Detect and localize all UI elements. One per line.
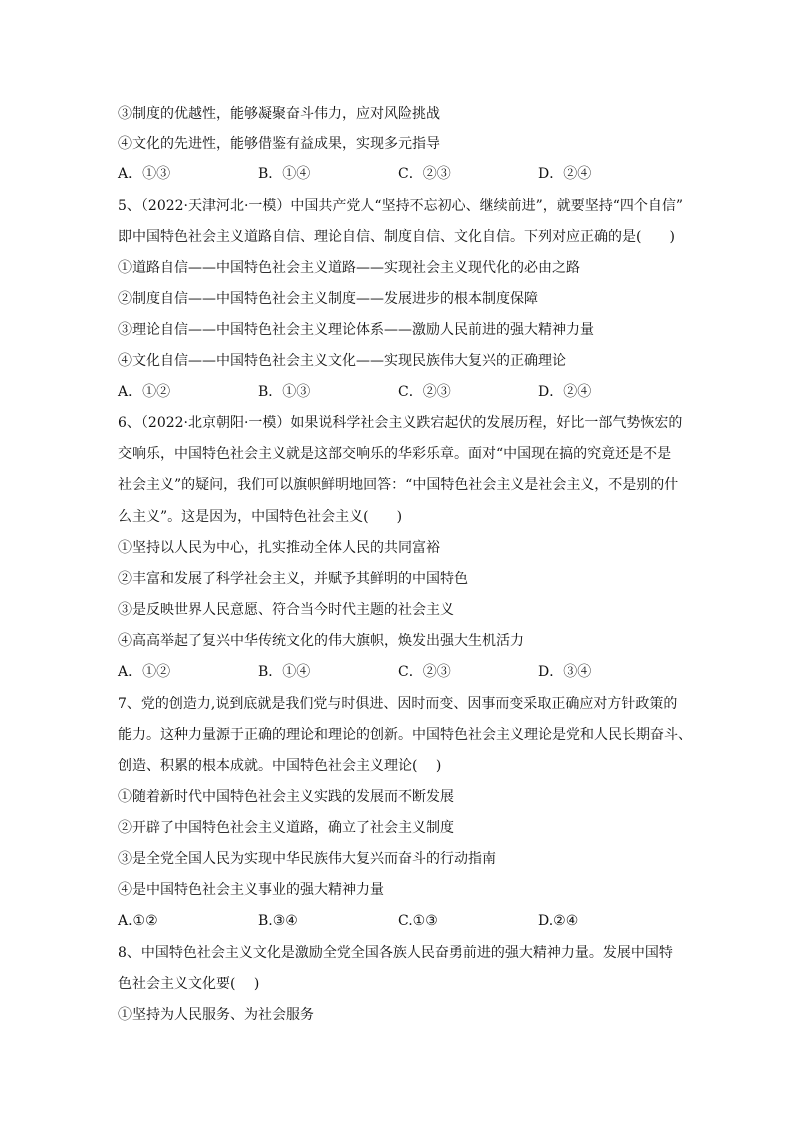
q6-option-d: D．③④ xyxy=(538,664,592,680)
q6-options xyxy=(118,662,678,682)
q8-stem-line-1: 8、中国特色社会主义文化是激励全党全国各族人民奋勇前进的强大精神力量。发展中国特 xyxy=(118,945,673,961)
q7-options xyxy=(118,911,678,931)
q6-stem-line-2: 交响乐，中国特色社会主义就是这部交响乐的华彩乐章。面对“中国现在搞的究竟还是不是 xyxy=(118,446,672,462)
q5-option-b: B．①③ xyxy=(258,384,311,400)
q4-statement-3: ③制度的优越性，能够凝聚奋斗伟力，应对风险挑战 xyxy=(118,106,440,122)
q5-statement-3: ③理论自信——中国特色社会主义理论体系——激励人民前进的强大精神力量 xyxy=(118,322,594,338)
q7-statement-4: ④是中国特色社会主义事业的强大精神力量 xyxy=(118,882,384,898)
q6-option-c: C．②③ xyxy=(398,664,451,680)
q6-statement-1: ①坚持以人民为中心，扎实推动全体人民的共同富裕 xyxy=(118,540,440,556)
q6-statement-4: ④高高举起了复兴中华传统文化的伟大旗帜，焕发出强大生机活力 xyxy=(118,633,524,649)
q8-statement-1: ①坚持为人民服务、为社会服务 xyxy=(118,1007,314,1023)
q6-stem-line-3: 社会主义”的疑问，我们可以旗帜鲜明地回答：“中国特色社会主义是社会主义，不是别的什 xyxy=(118,477,679,493)
q6-stem-line-1: 6、（2022·北京朝阳·一模）如果说科学社会主义跌宕起伏的发展历程，好比一部气势恢宏的 xyxy=(118,415,683,431)
q7-stem-line-3: 创造、积累的根本成就。中国特色社会主义理论( ) xyxy=(118,758,442,774)
q4-option-a: A．①③ xyxy=(118,166,171,182)
q5-option-d: D．②④ xyxy=(538,384,592,400)
q6-statement-3: ③是反映世界人民意愿、符合当今时代主题的社会主义 xyxy=(118,602,454,618)
q7-statement-1: ①随着新时代中国特色社会主义实践的发展而不断发展 xyxy=(118,789,454,805)
q7-stem-line-2: 能力。这种力量源于正确的理论和理论的创新。中国特色社会主义理论是党和人民长期奋斗、 xyxy=(118,727,692,743)
q7-option-d: D.②④ xyxy=(538,913,579,929)
q6-option-b: B．①④ xyxy=(258,664,311,680)
q5-stem-line-2: 即中国特色社会主义道路自信、理论自信、制度自信、文化自信。下列对应正确的是( ) xyxy=(118,229,675,245)
q7-option-a: A.①② xyxy=(118,913,158,929)
q5-options xyxy=(118,382,678,402)
q4-options xyxy=(118,164,678,184)
q7-option-b: B.③④ xyxy=(258,913,298,929)
q6-stem-line-4: 么主义”。这是因为，中国特色社会主义( ) xyxy=(118,509,403,525)
q6-option-a: A．①② xyxy=(118,664,171,680)
q5-option-c: C．②③ xyxy=(398,384,451,400)
q4-option-d: D．②④ xyxy=(538,166,592,182)
q8-stem-line-2: 色社会主义文化要( ) xyxy=(118,976,260,992)
q7-statement-3: ③是全党全国人民为实现中华民族伟大复兴而奋斗的行动指南 xyxy=(118,851,496,867)
q5-statement-1: ①道路自信——中国特色社会主义道路——实现社会主义现代化的必由之路 xyxy=(118,260,580,276)
q7-statement-2: ②开辟了中国特色社会主义道路，确立了社会主义制度 xyxy=(118,820,454,836)
q5-statement-2: ②制度自信——中国特色社会主义制度——发展进步的根本制度保障 xyxy=(118,291,538,307)
q5-statement-4: ④文化自信——中国特色社会主义文化——实现民族伟大复兴的正确理论 xyxy=(118,353,566,369)
q4-option-c: C．②③ xyxy=(398,166,451,182)
q5-stem-line-1: 5、（2022·天津河北·一模）中国共产党人“坚持不忘初心、继续前进”，就要坚持“四个自信” xyxy=(118,198,684,214)
q7-stem-line-1: 7、党的创造力,说到底就是我们党与时俱进、因时而变、因事而变采取正确应对方针政策的 xyxy=(118,696,678,712)
q7-option-c: C.①③ xyxy=(398,913,438,929)
q4-option-b: B．①④ xyxy=(258,166,311,182)
q6-statement-2: ②丰富和发展了科学社会主义，并赋予其鲜明的中国特色 xyxy=(118,571,468,587)
q4-statement-4: ④文化的先进性，能够借鉴有益成果，实现多元指导 xyxy=(118,136,440,152)
q5-option-a: A．①② xyxy=(118,384,171,400)
